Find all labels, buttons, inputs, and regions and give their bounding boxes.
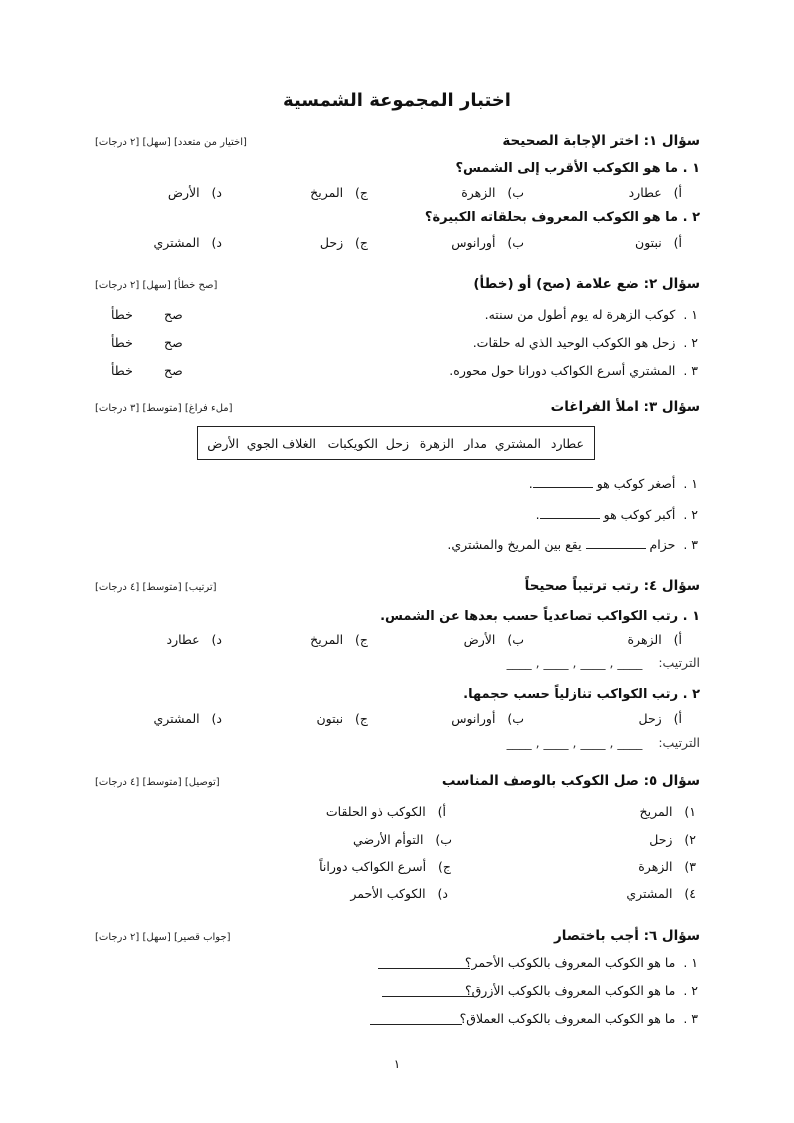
q2-item-2-false[interactable]: خطأ [111,335,133,350]
q2-item-3-false[interactable]: خطأ [111,363,133,378]
q2-item-2: ٢ . زحل هو الكوكب الوحيد الذي له حلقات. [472,335,698,350]
q5-heading: سؤال ٥: صل الكوكب بالوصف المناسب [441,773,700,789]
q4-heading: سؤال ٤: رتب ترتيباً صحيحاً [524,578,700,594]
q6-item-3: ٣ . ما هو الكوكب المعروف بالكوكب العملاق؟ [459,1011,698,1026]
page-number: ١ [393,1057,401,1071]
q1-item-2-question [425,210,700,225]
q4-item-1-num: ١ . [682,609,700,624]
q5-planet-1[interactable]: ١) المريخ [639,804,696,819]
q3-item-2: ٢ . أكبر كوكب هو . [535,507,698,522]
q4-item-1-text: رتب الكواكب تصاعدياً حسب بعدها عن الشمس. [380,609,679,624]
q6-item-1: ١ . ما هو الكوكب المعروف بالكوكب الأحمر؟ [464,955,698,970]
q1-item-1-num: ١ . [682,161,700,176]
q1-item-1-text: ما هو الكوكب الأقرب إلى الشمس؟ [455,161,679,176]
word-bank-word: الغلاف الجوي [246,436,316,451]
q5-planet-2[interactable]: ٢) زحل [649,832,696,847]
q4-item-2-option-d: د) المشتري [153,711,222,726]
q4-item-1-option-b: ب) الأرض [463,632,524,647]
q1-tag: [اختيار من متعدد] [سهل] [٢ درجات] [95,137,247,148]
q2-item-3: ٣ . المشتري أسرع الكواكب دورانا حول محوره. [449,363,698,378]
word-bank-word: المشتري [494,436,541,451]
q5-planet-3[interactable]: ٣) الزهرة [638,859,696,874]
q1-item-2-option-a[interactable]: أ) نبتون [635,235,682,250]
word-bank-word: الزهرة [419,436,454,451]
q2-heading: سؤال ٢: ضع علامة (صح) أو (خطأ) [473,276,700,292]
q3-item-2-blank[interactable] [540,508,600,519]
q5-description-c[interactable]: ج) أسرع الكواكب دوراناً [319,859,451,874]
q6-item-2-answer-line[interactable] [382,996,474,997]
q3-item-3: ٣ . حزام يقع بين المريخ والمشتري. [447,537,698,552]
q5-description-b[interactable]: ب) التوأم الأرضي [353,832,452,847]
q3-item-3-blank[interactable] [586,538,646,549]
q4-item-1-option-d: د) عطارد [166,632,222,647]
q1-item-2-num: ٢ . [682,210,700,225]
q4-item-2-num: ٢ . [682,687,700,702]
q5-planet-4[interactable]: ٤) المشتري [626,886,696,901]
q2-item-2-true[interactable]: صح [164,335,183,350]
q1-item-2-option-c[interactable]: ج) زحل [319,235,368,250]
word-bank-word: مدار [464,436,487,451]
q2-item-3-true[interactable]: صح [164,363,183,378]
q1-item-1-option-c[interactable]: ج) المريخ [310,185,368,200]
q4-item-2-question [463,687,700,702]
q2-item-1: ١ . كوكب الزهرة له يوم أطول من سنته. [484,307,698,322]
q3-item-1-blank[interactable] [533,477,593,488]
q1-item-1-option-b[interactable]: ب) الزهرة [461,185,524,200]
q4-item-2-option-a: أ) زحل [638,711,682,726]
q4-item-1-order[interactable]: الترتيب: ____ , ____ , ____ , ____ [506,655,700,670]
q5-tag: [توصيل] [متوسط] [٤ درجات] [95,777,220,788]
q1-item-2-option-d[interactable]: د) المشتري [153,235,222,250]
q4-item-1-question [380,609,700,624]
word-bank-word: عطارد [550,436,584,451]
q6-heading: سؤال ٦: أجب باختصار [554,928,700,944]
q6-item-1-answer-line[interactable] [378,968,470,969]
q4-item-2-option-c: ج) نبتون [316,711,368,726]
q1-item-2-text: ما هو الكوكب المعروف بحلقاته الكبيرة؟ [424,210,679,225]
q3-heading: سؤال ٣: املأ الفراغات [550,399,700,415]
word-bank-word: زحل [385,436,409,451]
q1-item-2-option-b[interactable]: ب) أورانوس [451,235,524,250]
q6-item-3-answer-line[interactable] [370,1024,462,1025]
q6-item-2: ٢ . ما هو الكوكب المعروف بالكوكب الأزرق؟ [464,983,698,998]
q4-item-2-option-b: ب) أورانوس [451,711,524,726]
q1-item-1-option-d[interactable]: د) الأرض [167,185,222,200]
word-bank-word: الكويكبات [327,436,378,451]
q4-tag: [ترتيب] [متوسط] [٤ درجات] [95,582,217,593]
q1-heading: سؤال ١: اختر الإجابة الصحيحة [502,133,700,149]
q2-tag: [صح خطأ] [سهل] [٢ درجات] [95,280,218,291]
q5-description-d[interactable]: د) الكوكب الأحمر [350,886,448,901]
q2-item-1-true[interactable]: صح [164,307,183,322]
word-bank [197,426,595,460]
q6-tag: [جواب قصير] [سهل] [٢ درجات] [95,932,231,943]
q1-item-1-option-a[interactable]: أ) عطارد [628,185,682,200]
q4-item-1-option-a: أ) الزهرة [627,632,682,647]
q2-item-1-false[interactable]: خطأ [111,307,133,322]
q5-description-a[interactable]: أ) الكوكب ذو الحلقات [325,804,446,819]
q4-item-2-text: رتب الكواكب تنازلياً حسب حجمها. [463,687,679,702]
page-title: اختبار المجموعة الشمسية [283,90,511,111]
q3-tag: [ملء فراغ] [متوسط] [٣ درجات] [95,403,233,414]
q1-item-1-question [455,161,700,176]
word-bank-word: الأرض [207,436,239,451]
q3-item-1: ١ . أصغر كوكب هو . [528,476,698,491]
q4-item-2-order[interactable]: الترتيب: ____ , ____ , ____ , ____ [506,735,700,750]
q4-item-1-option-c: ج) المريخ [310,632,368,647]
